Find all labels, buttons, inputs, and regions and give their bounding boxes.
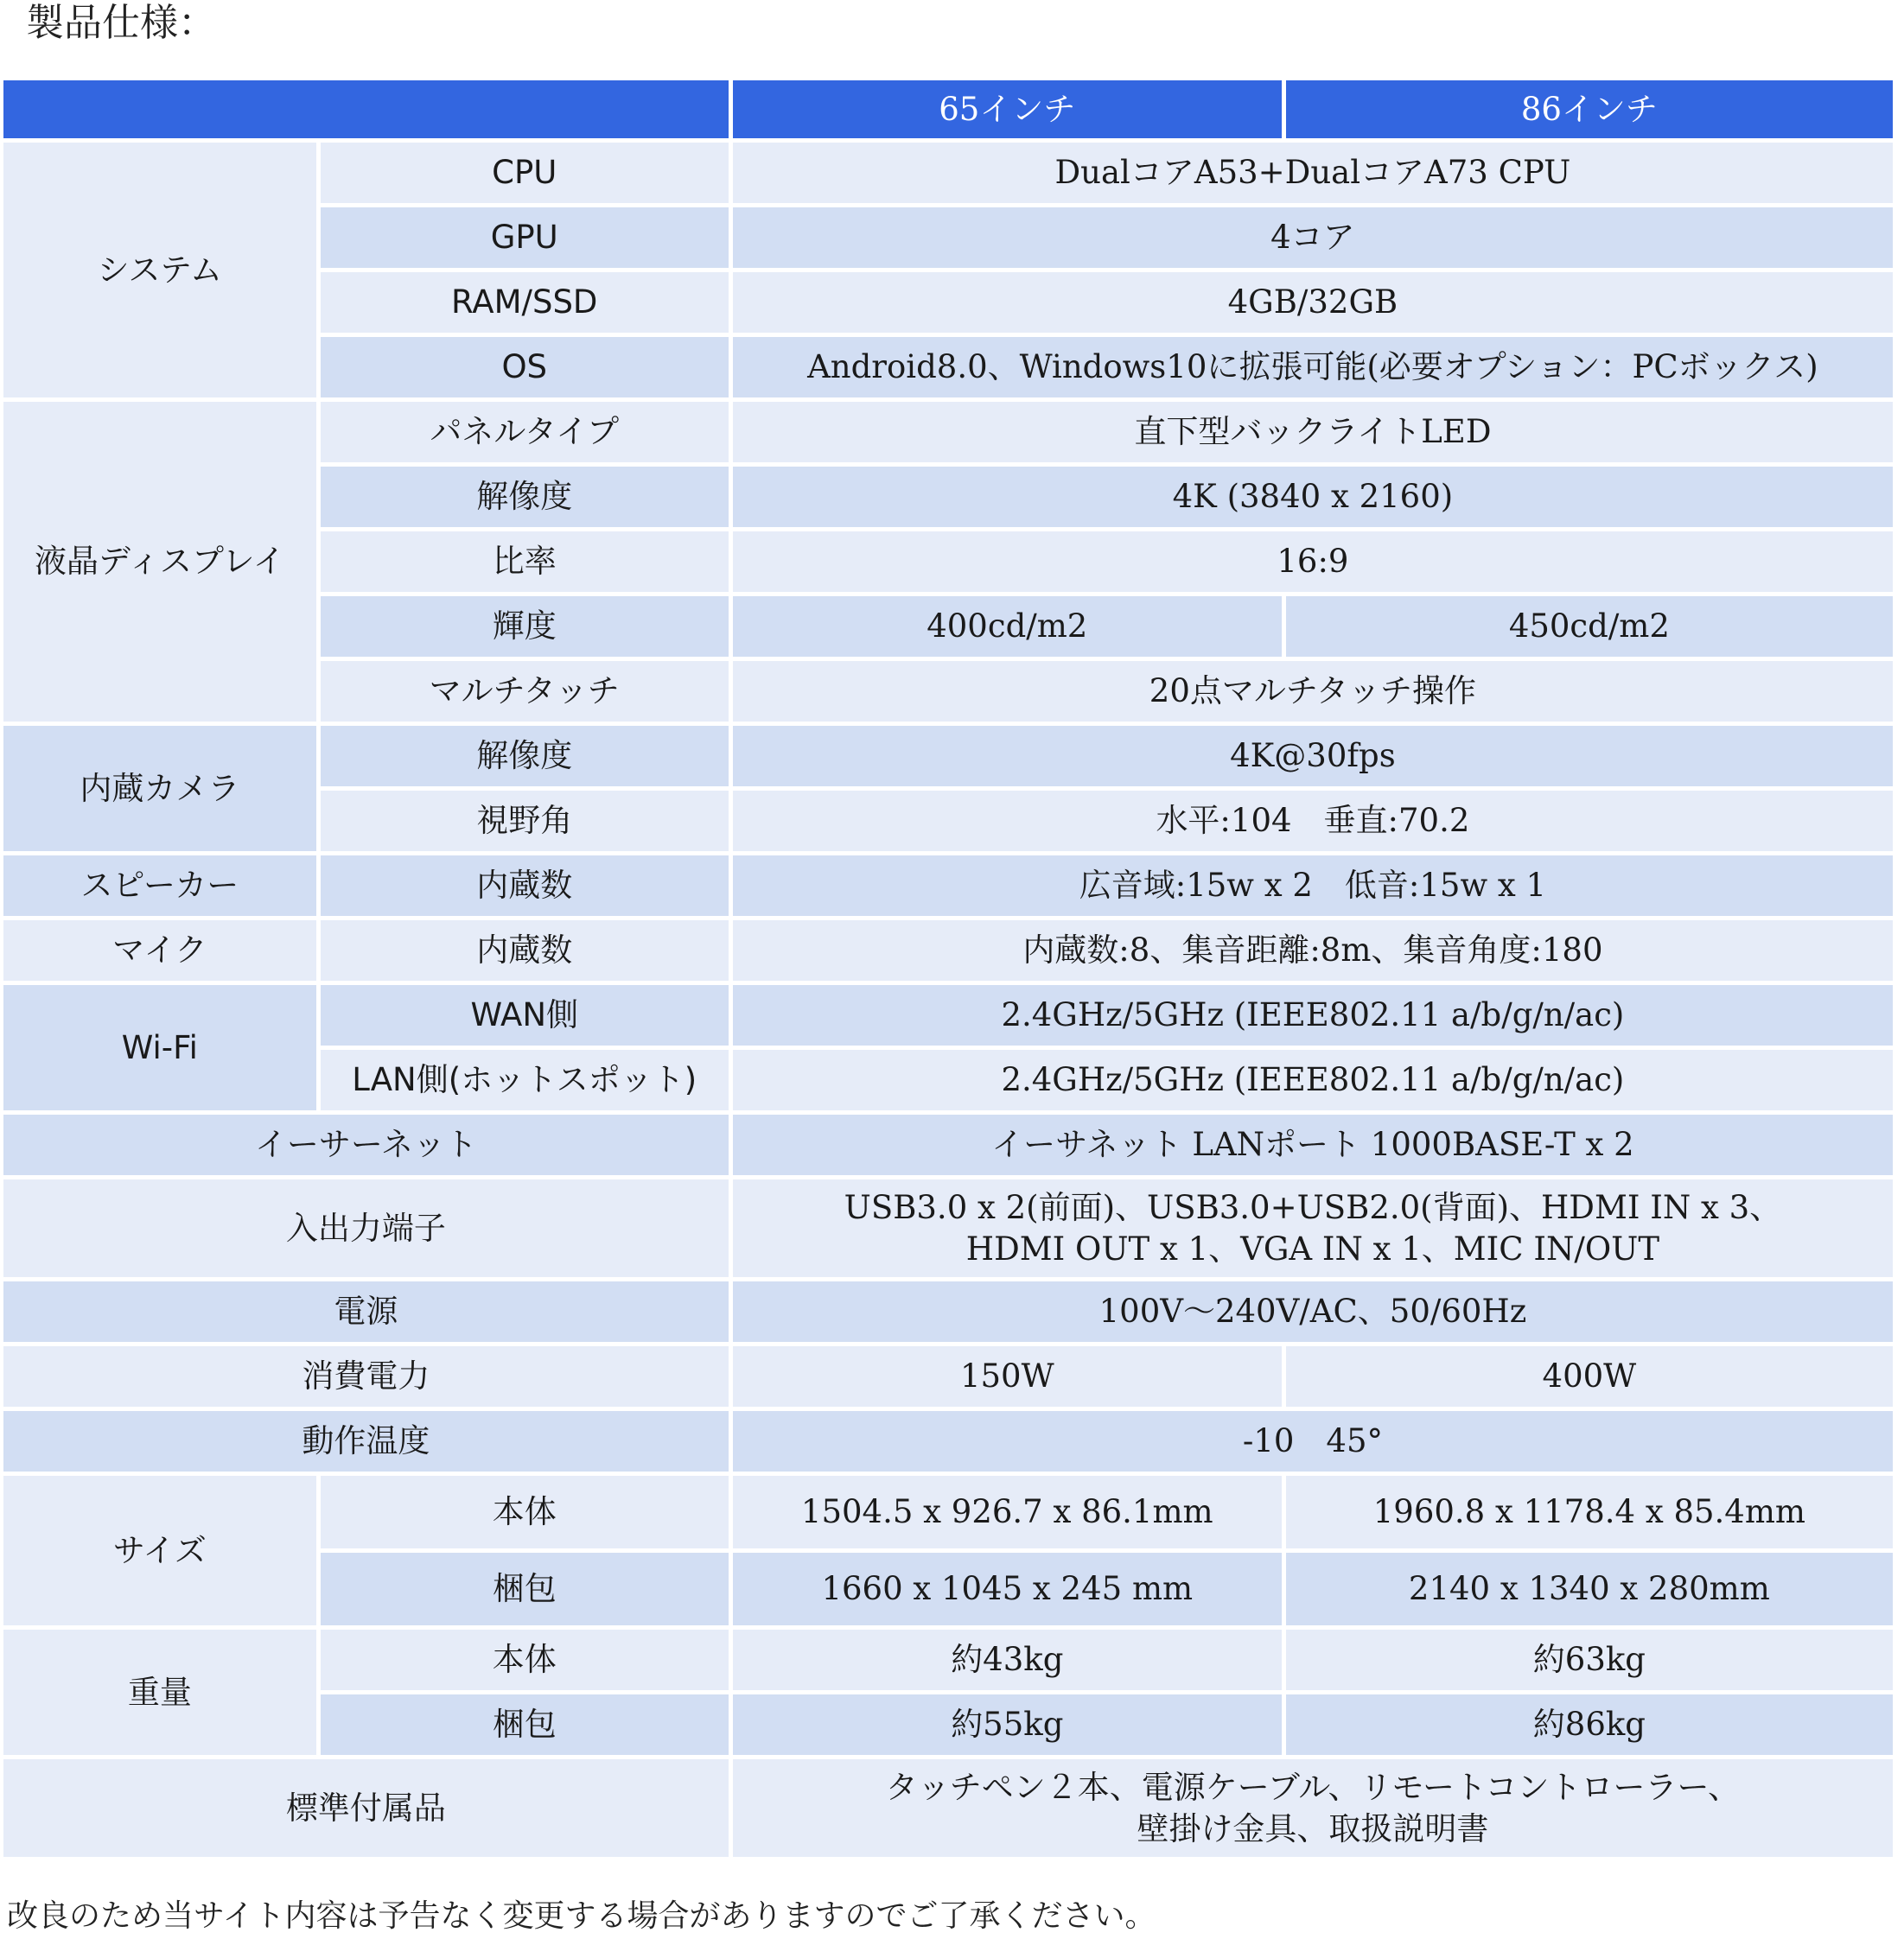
row-label-os: OS xyxy=(321,337,729,397)
row-value-speaker: 広音域:15w x 2 低音:15w x 1 xyxy=(733,855,1893,916)
row-value-size-pack-65: 1660 x 1045 x 245 mm xyxy=(733,1553,1282,1625)
row-value-camera-res: 4K@30fps xyxy=(733,726,1893,786)
io-line-2: HDMI OUT x 1、VGA IN x 1、MIC IN/OUT xyxy=(965,1230,1660,1268)
row-value-consumption-86: 400W xyxy=(1286,1346,1893,1407)
row-value-fov: 水平:104 垂直:70.2 xyxy=(733,791,1893,851)
row-value-brightness-65: 400cd/m2 xyxy=(733,596,1282,657)
row-value-size-pack-86: 2140 x 1340 x 280mm xyxy=(1286,1553,1893,1625)
row-label-size-pack: 梱包 xyxy=(321,1553,729,1625)
row-value-brightness-86: 450cd/m2 xyxy=(1286,596,1893,657)
header-86: 86インチ xyxy=(1286,80,1893,138)
row-value-weight-body-65: 約43kg xyxy=(733,1630,1282,1690)
page-title: 製品仕様： xyxy=(26,1,216,45)
row-value-consumption-65: 150W xyxy=(733,1346,1282,1407)
row-label-weight-body: 本体 xyxy=(321,1630,729,1690)
header-row xyxy=(3,80,1893,138)
category-io: 入出力端子 xyxy=(3,1179,729,1277)
accessories-line-2: 壁掛け金具、取扱説明書 xyxy=(1137,1809,1489,1847)
row-value-weight-pack-86: 約86kg xyxy=(1286,1694,1893,1755)
row-label-speaker: 内蔵数 xyxy=(321,855,729,916)
row-label-camera-res: 解像度 xyxy=(321,726,729,786)
row-value-accessories xyxy=(733,1759,1893,1857)
row-value-temperature: -10 45° xyxy=(733,1411,1893,1472)
row-label-cpu: CPU xyxy=(321,143,729,203)
row-value-wan: 2.4GHz/5GHz (IEEE802.11 a/b/g/n/ac) xyxy=(733,985,1893,1046)
io-line-1: USB3.0 x 2(前面)、USB3.0+USB2.0(背面)、HDMI IN x 3、 xyxy=(844,1188,1782,1226)
row-value-size-body-65: 1504.5 x 926.7 x 86.1mm xyxy=(733,1476,1282,1548)
row-value-lan: 2.4GHz/5GHz (IEEE802.11 a/b/g/n/ac) xyxy=(733,1050,1893,1110)
category-weight: 重量 xyxy=(3,1630,316,1755)
row-value-ram: 4GB/32GB xyxy=(733,272,1893,333)
row-label-mic: 内蔵数 xyxy=(321,920,729,981)
header-65: 65インチ xyxy=(733,80,1282,138)
row-label-panel: パネルタイプ xyxy=(321,402,729,462)
row-label-ram: RAM/SSD xyxy=(321,272,729,333)
category-display: 液晶ディスプレイ xyxy=(3,402,316,722)
category-accessories: 標準付属品 xyxy=(3,1759,729,1857)
row-value-multitouch: 20点マルチタッチ操作 xyxy=(733,661,1893,722)
row-value-size-body-86: 1960.8 x 1178.4 x 85.4mm xyxy=(1286,1476,1893,1548)
category-camera: 内蔵カメラ xyxy=(3,726,316,851)
row-value-os: Android8.0、Windows10に拡張可能(必要オプション：PCボックス) xyxy=(733,337,1893,397)
row-label-gpu: GPU xyxy=(321,207,729,268)
row-value-gpu: 4コア xyxy=(733,207,1893,268)
row-label-size-body: 本体 xyxy=(321,1476,729,1548)
category-ethernet: イーサーネット xyxy=(3,1115,729,1175)
row-value-power: 100V〜240V/AC、50/60Hz xyxy=(733,1281,1893,1342)
row-value-ethernet: イーサネット LANポート 1000BASE-T x 2 xyxy=(733,1115,1893,1175)
category-speaker: スピーカー xyxy=(3,855,316,916)
category-consumption: 消費電力 xyxy=(3,1346,729,1407)
accessories-line-1: タッチペン２本、電源ケーブル、リモートコントローラー、 xyxy=(885,1768,1741,1806)
category-wifi: Wi-Fi xyxy=(3,985,316,1110)
header-blank xyxy=(3,80,729,138)
row-value-io xyxy=(733,1179,1893,1277)
row-label-lan: LAN側(ホットスポット) xyxy=(321,1050,729,1110)
category-power: 電源 xyxy=(3,1281,729,1342)
row-label-brightness: 輝度 xyxy=(321,596,729,657)
row-value-panel: 直下型バックライトLED xyxy=(733,402,1893,462)
row-value-resolution: 4K (3840 x 2160) xyxy=(733,467,1893,527)
row-label-weight-pack: 梱包 xyxy=(321,1694,729,1755)
footnote: 改良のため当サイト内容は予告なく変更する場合がありますのでご了承ください。 xyxy=(7,1898,1156,1934)
spec-table xyxy=(0,76,1897,1861)
row-value-cpu: DualコアA53+DualコアA73 CPU xyxy=(733,143,1893,203)
category-system: システム xyxy=(3,143,316,397)
category-size: サイズ xyxy=(3,1476,316,1625)
row-value-ratio: 16:9 xyxy=(733,531,1893,592)
row-label-resolution: 解像度 xyxy=(321,467,729,527)
row-label-wan: WAN側 xyxy=(321,985,729,1046)
row-value-weight-body-86: 約63kg xyxy=(1286,1630,1893,1690)
row-label-fov: 視野角 xyxy=(321,791,729,851)
category-temperature: 動作温度 xyxy=(3,1411,729,1472)
row-label-ratio: 比率 xyxy=(321,531,729,592)
category-mic: マイク xyxy=(3,920,316,981)
row-label-multitouch: マルチタッチ xyxy=(321,661,729,722)
row-value-mic: 内蔵数:8、集音距離:8m、集音角度:180 xyxy=(733,920,1893,981)
row-value-weight-pack-65: 約55kg xyxy=(733,1694,1282,1755)
